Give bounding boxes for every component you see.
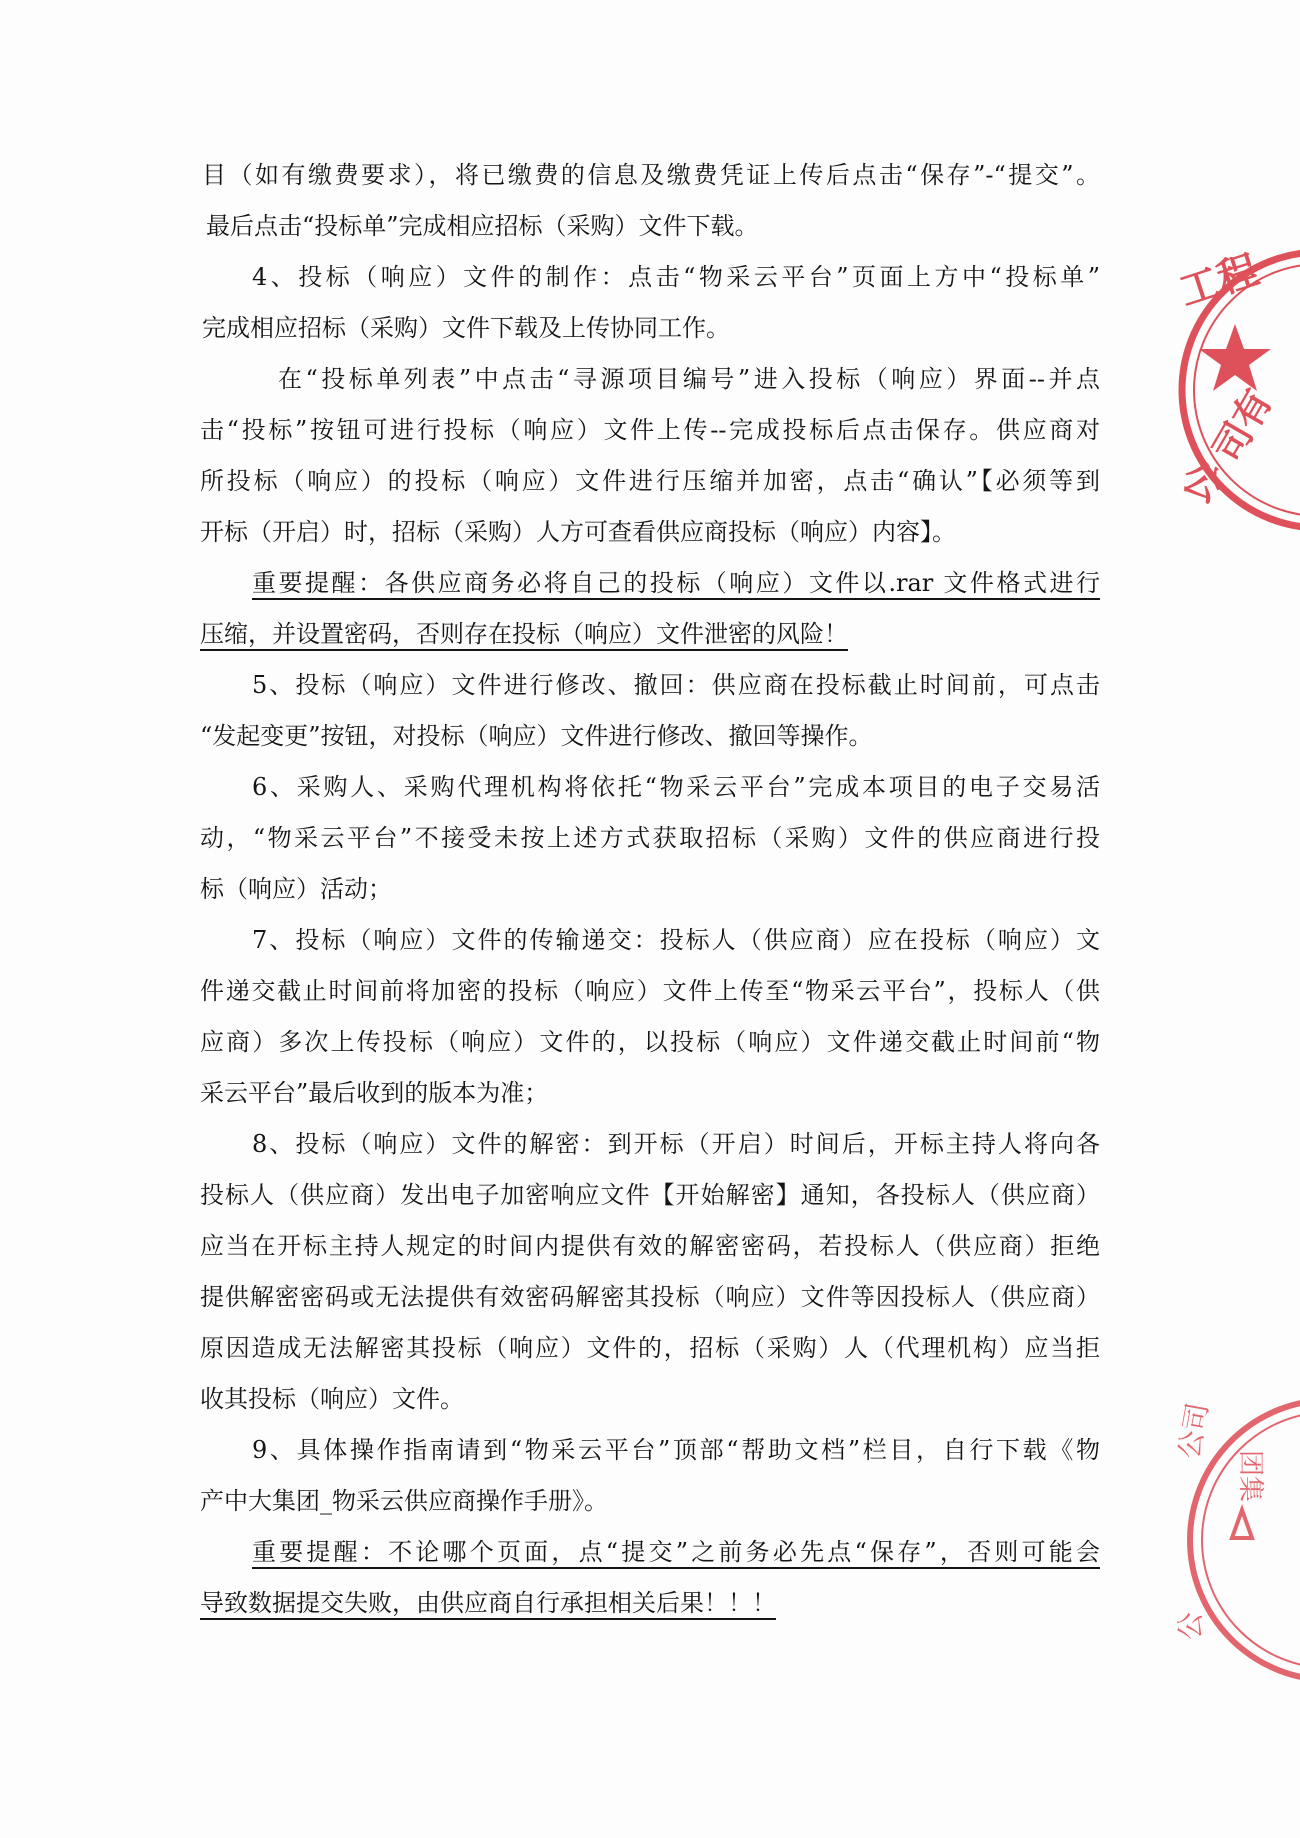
notice-text: 重要提醒：不论哪个页面，点“提交”之前务必先点“保存”，否则可能会 (252, 1538, 1100, 1566)
body-line: 4、投标（响应）文件的制作：点击“物采云平台”页面上方中“投标单” (252, 263, 1100, 291)
body-line: 7、投标（响应）文件的传输递交：投标人（供应商）应在投标（响应）文 (252, 926, 1100, 954)
body-line: 在“投标单列表”中点击“寻源项目编号”进入投标（响应）界面--并点 (278, 365, 1100, 393)
notice-text: 压缩，并设置密码，否则存在投标（响应）文件泄密的风险！ (200, 620, 848, 648)
company-seal-bottom (1172, 1390, 1300, 1690)
seal-mark-icon (1232, 1510, 1252, 1538)
seal-star-icon (1199, 324, 1271, 391)
body-line: 完成相应招标（采购）文件下载及上传协同工作。 (202, 314, 730, 342)
body-line: 应当在开标主持人规定的时间内提供有效的解密密码，若投标人（供应商）拒绝 (200, 1232, 1100, 1260)
seal-bottom-graphic (1172, 1390, 1300, 1690)
body-line: 目（如有缴费要求），将已缴费的信息及缴费凭证上传后点击“保存”-“提交”。 (202, 161, 1100, 189)
body-line: 9、具体操作指南请到“物采云平台”顶部“帮助文档”栏目，自行下载《物 (252, 1436, 1100, 1464)
seal-top-graphic (1165, 246, 1300, 560)
notice-text: 重要提醒：各供应商务必将自己的投标（响应）文件以.rar 文件格式进行 (252, 569, 1100, 597)
body-line: “发起变更”按钮，对投标（响应）文件进行修改、撤回等操作。 (200, 722, 873, 750)
body-line: 投标人（供应商）发出电子加密响应文件【开始解密】通知，各投标人（供应商） (200, 1181, 1100, 1209)
body-line: 原因造成无法解密其投标（响应）文件的，招标（采购）人（代理机构）应当拒 (200, 1334, 1100, 1362)
notice-line (200, 609, 1100, 660)
svg-text:工程: 工程 (1173, 246, 1265, 316)
body-line: 所投标（响应）的投标（响应）文件进行压缩并加密，点击“确认”【必须等到 (200, 467, 1100, 495)
body-line: 提供解密密码或无法提供有效密码解密其投标（响应）文件等因投标人（供应商） (200, 1283, 1100, 1311)
body-line: 件递交截止时间前将加密的投标（响应）文件上传至“物采云平台”，投标人（供 (200, 977, 1100, 1005)
body-line: 最后点击“投标单”完成相应招标（采购）文件下载。 (206, 212, 759, 240)
svg-text:公司: 公司 (1172, 1400, 1215, 1462)
body-line: 6、采购人、采购代理机构将依托“物采云平台”完成本项目的电子交易活 (252, 773, 1100, 801)
body-line: 5、投标（响应）文件进行修改、撤回：供应商在投标截止时间前，可点击 (252, 671, 1100, 699)
notice-text: 导致数据提交失败，由供应商自行承担相关后果！！！ (200, 1589, 776, 1617)
body-line: 标（响应）活动； (200, 875, 392, 903)
document-body (200, 150, 1100, 1629)
body-line: 击“投标”按钮可进行投标（响应）文件上传--完成投标后点击保存。供应商对 (200, 416, 1100, 444)
body-line: 动，“物采云平台”不接受未按上述方式获取招标（采购）文件的供应商进行投 (200, 824, 1100, 852)
svg-text:公: 公 (1174, 1611, 1207, 1640)
svg-text:团集: 团集 (1235, 1450, 1265, 1503)
body-line: 应商）多次上传投标（响应）文件的，以投标（响应）文件递交截止时间前“物 (200, 1028, 1100, 1056)
company-seal-top (1165, 246, 1300, 560)
body-line: 产中大集团_物采云供应商操作手册》。 (200, 1487, 608, 1515)
notice-line (200, 1527, 1100, 1578)
body-line: 收其投标（响应）文件。 (200, 1385, 464, 1413)
notice-line (200, 1578, 1100, 1629)
body-line: 开标（开启）时，招标（采购）人方可查看供应商投标（响应）内容】。 (200, 518, 956, 546)
body-line: 采云平台”最后收到的版本为准； (200, 1079, 549, 1107)
svg-text:司有: 司有 (1203, 381, 1281, 470)
notice-line (200, 558, 1100, 609)
body-line: 8、投标（响应）文件的解密：到开标（开启）时间后，开标主持人将向各 (252, 1130, 1100, 1158)
svg-text:公: 公 (1174, 452, 1232, 513)
